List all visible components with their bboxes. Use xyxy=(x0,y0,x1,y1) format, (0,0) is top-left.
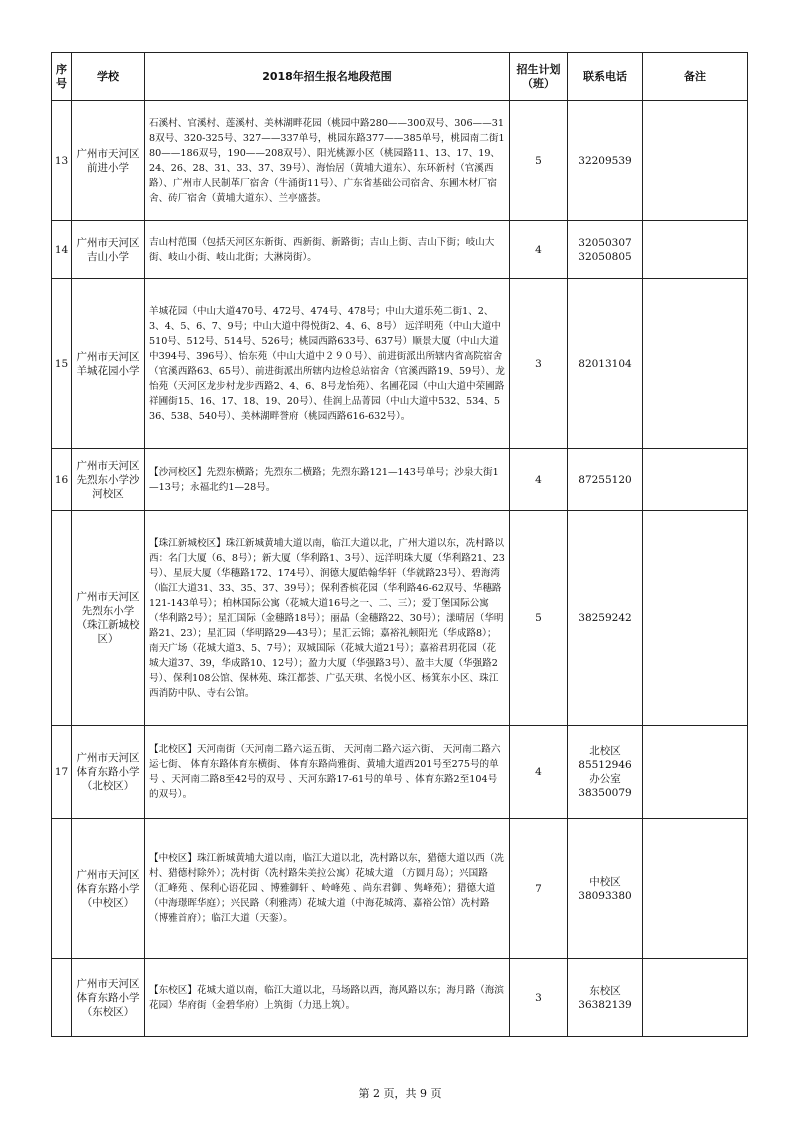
row-number xyxy=(52,959,72,1037)
page-footer: 第 2 页，共 9 页 xyxy=(358,1087,442,1100)
header-no: 序号 xyxy=(52,53,72,101)
school-name: 广州市天河区先烈东小学（珠江新城校区） xyxy=(72,511,145,726)
phone-line: 36382139 xyxy=(578,998,632,1011)
row-number: 16 xyxy=(52,449,72,511)
phone-line: 东校区 xyxy=(589,984,621,997)
header-phone: 联系电话 xyxy=(568,53,643,101)
phone-line: 38093380 xyxy=(578,889,632,902)
phone-line: 38259242 xyxy=(578,612,632,624)
enrollment-plan: 4 xyxy=(510,726,568,819)
table-row xyxy=(52,726,748,819)
table-row xyxy=(52,511,748,726)
school-name: 广州市天河区体育东路小学（北校区） xyxy=(72,726,145,819)
school-name: 广州市天河区先烈东小学沙河校区 xyxy=(72,449,145,511)
row-number: 13 xyxy=(52,101,72,221)
enrollment-plan: 5 xyxy=(510,511,568,726)
note-cell xyxy=(643,221,748,279)
table-row xyxy=(52,279,748,449)
school-name: 广州市天河区体育东路小学（东校区） xyxy=(72,959,145,1037)
enrollment-range: 吉山村范围（包括天河区东新街、西新街、新路街；吉山上街、吉山下街；岐山大街、岐山小街、岐山北街；大淋岗街）。 xyxy=(145,221,510,279)
table-row xyxy=(52,819,748,959)
phone-line: 中校区 xyxy=(589,875,621,888)
enrollment-plan: 3 xyxy=(510,279,568,449)
enrollment-plan: 4 xyxy=(510,221,568,279)
row-number xyxy=(52,511,72,726)
phone-line: 82013104 xyxy=(578,357,632,370)
note-cell xyxy=(643,819,748,959)
note-cell xyxy=(643,101,748,221)
school-name: 广州市天河区体育东路小学（中校区） xyxy=(72,819,145,959)
contact-phone xyxy=(568,959,643,1037)
enrollment-range: 石溪村、官溪村、莲溪村、美林湖畔花园（桃园中路280——300双号、306——318双号、320-325号、327——337单号，桃园东路377——385单号，桃园南二街180——186双号，190——208双号）、阳光桃源小区（桃园路11、13、17、19、24、26、28、31、33、37、39号）、海怡居（黄埔大道东）、东环新村（官溪西路）、广州市人民制革厂宿舍（牛涌街11号）、广东省基础公司宿舍、东圃木材厂宿舍、砖厂宿舍（黄埔大道东）、兰亭盛荟。 xyxy=(145,101,510,221)
enrollment-range: 【珠江新城校区】珠江新城黄埔大道以南，临江大道以北，广州大道以东，冼村路以西：名门大厦（6、8号）；新大厦（华利路1、3号）、远洋明珠大厦（华利路21、23号）、星辰大厦（华穗路172、174号）、润德大厦皓翰华轩（华就路23号）、碧海湾（临江大道31、33、35、37、39号）；保利香槟花园（华利路46-62双号、华穗路121-143单号）；柏林国际公寓（花城大道16号之一、二、三）；爱丁堡国际公寓（华利路2号）；星汇国际（金穗路18号）；丽晶（金穗路22、30号）；漾晴居（华明路21、23）；星汇园（华明路29—43号）；星汇云锦；嘉裕礼顿阳光（华成路8）；南天广场（花城大道3、5、7号）；双城国际（花城大道21号）；嘉裕君玥花园（花城大道37、39，华成路10、12号）；盈力大厦（华强路3号）、盈丰大厦（华强路2号）、保利108公馆、保林苑、珠江都荟、广弘天琪、名悦小区、杨箕东小区、珠江西消防中队、寺右公馆。 xyxy=(145,511,510,726)
row-number xyxy=(52,819,72,959)
contact-phone xyxy=(568,449,643,511)
note-cell xyxy=(643,279,748,449)
phone-line: 32050805 xyxy=(578,250,632,263)
school-name: 广州市天河区吉山小学 xyxy=(72,221,145,279)
phone-line: 32050307 xyxy=(578,236,632,249)
table-row xyxy=(52,101,748,221)
enrollment-range: 羊城花园（中山大道470号、472号、474号、478号；中山大道乐苑二街1、2、3、4、5、6、7、9号；中山大道中得悦街2、4、6、8号） 远洋明苑（中山大道中510号、512号、514号、526号；桃园西路633号、637号）顺景大厦（中山大道中394号、396号）、怡东苑（中山大道中２９０号）、前进街派出所辖内省高院宿舍（官溪西路63、65号）、前进街派出所辖内边检总站宿舍（官溪西路19、59号）、龙怡苑（天河区龙步村龙步西路2、4、6、8号龙怡苑）、名圃花园（中山大道中荣圃路祥圃街15、16、17、18、19、20号）、佳润上品菁园（中山大道中532、534、536、538、540号）、美林湖畔誉府（桃园西路616-632号）。 xyxy=(145,279,510,449)
enrollment-plan: 4 xyxy=(510,449,568,511)
header-range: 2018年招生报名地段范围 xyxy=(145,53,510,101)
enrollment-range: 【北校区】天河南街（天河南二路六运五街、 天河南二路六运六街、 天河南二路六运七街、 体育东路体育东横街、 体育东路尚雅街、黄埔大道西201号至275号的单号 、天河南二路8至42号的双号 、天河东路17-61号的单号 、体育东路2至104号的双号）。 xyxy=(145,726,510,819)
enrollment-range: 【沙河校区】先烈东横路；先烈东二横路；先烈东路121—143号单号；沙泉大街1—13号；永福北约1—28号。 xyxy=(145,449,510,511)
phone-line: 办公室 xyxy=(589,773,621,785)
note-cell xyxy=(643,959,748,1037)
school-name: 广州市天河区前进小学 xyxy=(72,101,145,221)
header-note: 备注 xyxy=(643,53,748,101)
phone-line: 32209539 xyxy=(578,154,632,167)
phone-line: 38350079 xyxy=(578,787,632,799)
header-row xyxy=(52,53,748,101)
row-number: 15 xyxy=(52,279,72,449)
contact-phone xyxy=(568,726,643,819)
contact-phone xyxy=(568,101,643,221)
row-number: 17 xyxy=(52,726,72,819)
table-row xyxy=(52,959,748,1037)
header-plan: 招生计划（班） xyxy=(510,53,568,101)
phone-line: 85512946 xyxy=(578,759,632,771)
contact-phone xyxy=(568,221,643,279)
enrollment-table xyxy=(51,52,748,1037)
enrollment-plan: 5 xyxy=(510,101,568,221)
enrollment-plan: 7 xyxy=(510,819,568,959)
note-cell xyxy=(643,726,748,819)
enrollment-plan: 3 xyxy=(510,959,568,1037)
contact-phone xyxy=(568,819,643,959)
table-row xyxy=(52,221,748,279)
enrollment-range: 【中校区】珠江新城黄埔大道以南，临江大道以北，冼村路以东，猎德大道以西（冼村、猎德村除外）；冼村街（冼村路朱美拉公寓）花城大道 （方圆月岛）；兴国路 （汇峰苑 、保利心语花园 、博雅御轩 、岭峰苑 、尚东君御 、隽峰苑）；猎德大道 （中海璟晖华庭）；兴民路（利雅湾）花城大道（中海花城湾、嘉裕公馆）冼村路（博雅首府）；临江大道（天銮）。 xyxy=(145,819,510,959)
header-school: 学校 xyxy=(72,53,145,101)
table-row xyxy=(52,449,748,511)
phone-line: 北校区 xyxy=(589,745,621,757)
note-cell xyxy=(643,449,748,511)
contact-phone xyxy=(568,279,643,449)
school-name: 广州市天河区羊城花园小学 xyxy=(72,279,145,449)
enrollment-range: 【东校区】花城大道以南，临江大道以北，马场路以西，海风路以东；海月路（海滨花园）华府街（金碧华府）上筑街（力迅上筑）。 xyxy=(145,959,510,1037)
contact-phone xyxy=(568,511,643,726)
phone-line: 87255120 xyxy=(578,473,632,486)
note-cell xyxy=(643,511,748,726)
row-number: 14 xyxy=(52,221,72,279)
